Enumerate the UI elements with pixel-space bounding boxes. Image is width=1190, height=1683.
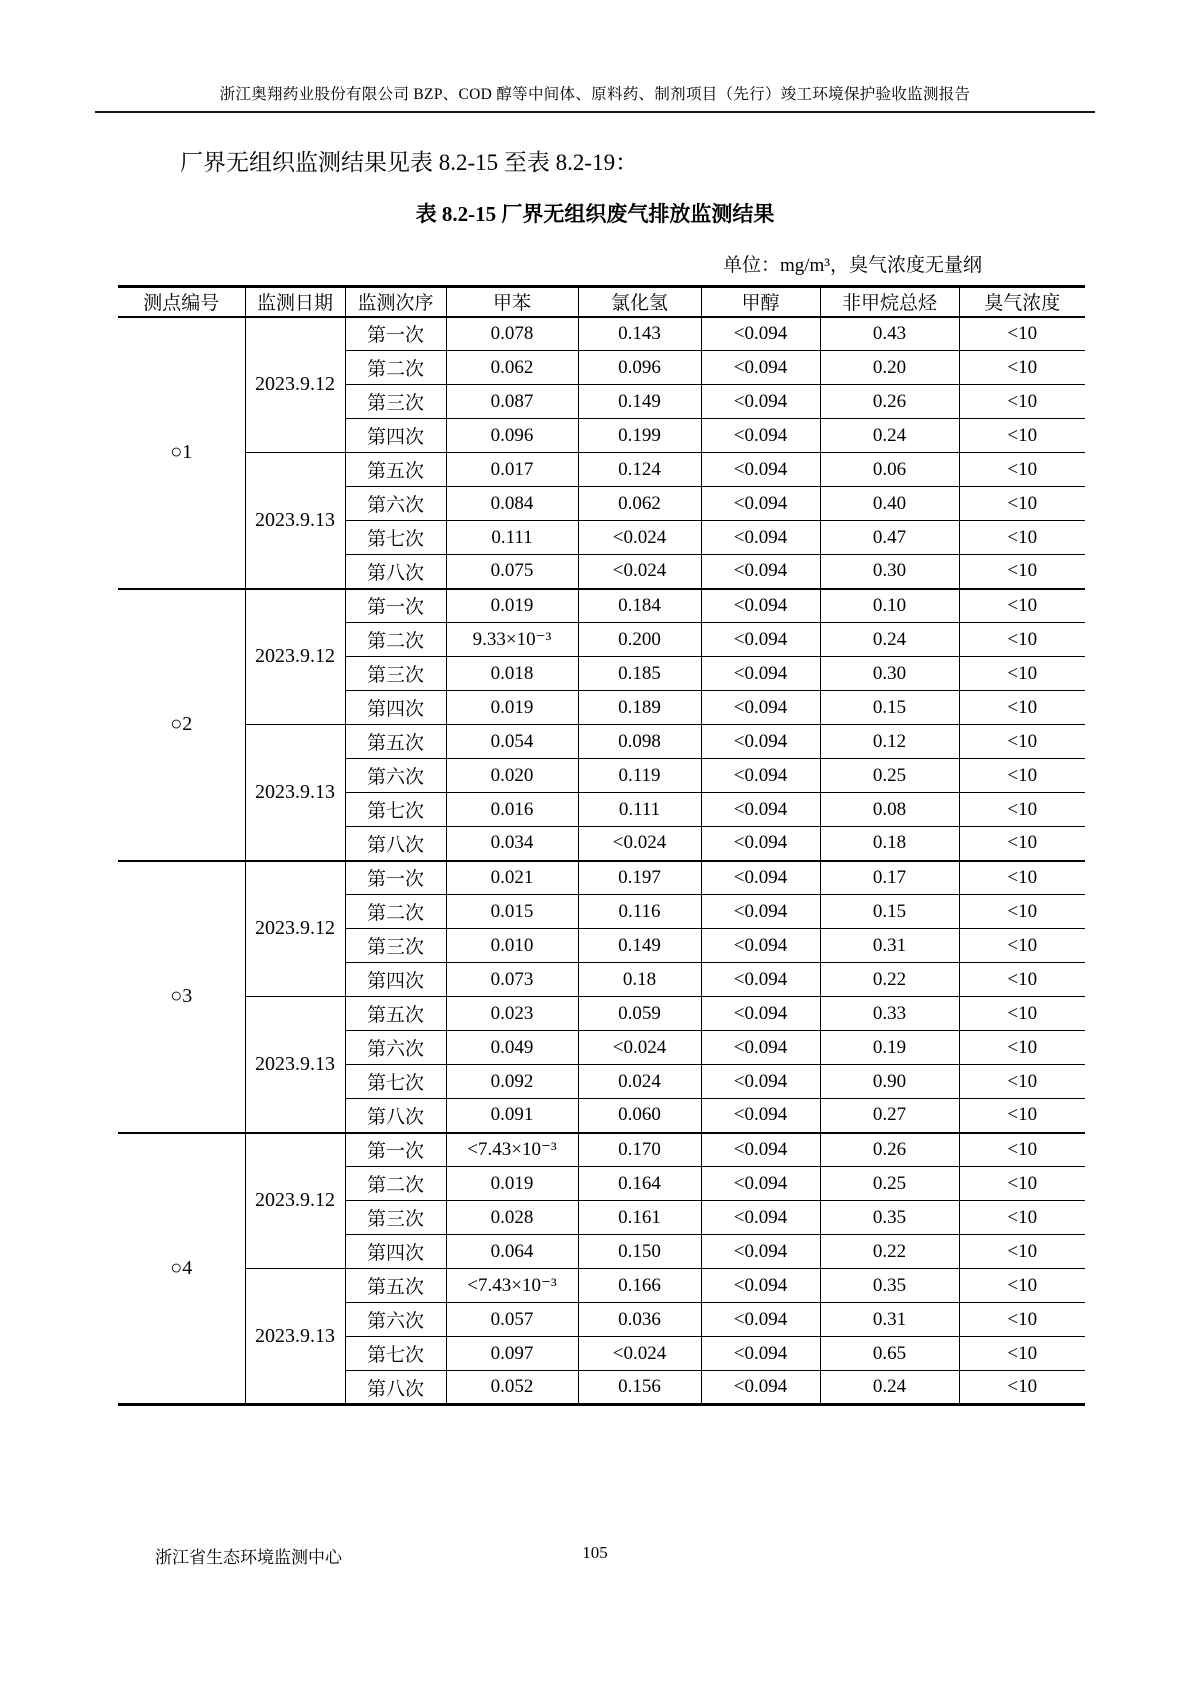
value-cell: 0.200 [578,623,701,657]
value-cell: <10 [959,623,1085,657]
value-cell: 0.161 [578,1201,701,1235]
footer-organization: 浙江省生态环境监测中心 [155,1548,342,1567]
value-cell: <10 [959,1167,1085,1201]
value-cell: <0.094 [701,827,820,861]
value-cell: <0.094 [701,351,820,385]
order-cell: 第七次 [345,1065,446,1099]
table-header [118,287,1085,317]
value-cell: <7.43×10⁻³ [446,1133,578,1167]
value-cell: 0.052 [446,1371,578,1405]
value-cell: <0.094 [701,555,820,589]
value-cell: <10 [959,1133,1085,1167]
value-cell: 9.33×10⁻³ [446,623,578,657]
order-cell: 第一次 [345,861,446,895]
value-cell: 0.064 [446,1235,578,1269]
column-header: 非甲烷总烃 [820,287,959,317]
value-cell: <10 [959,759,1085,793]
value-cell: <10 [959,963,1085,997]
order-cell: 第六次 [345,487,446,521]
value-cell: 0.018 [446,657,578,691]
order-cell: 第一次 [345,589,446,623]
value-cell: 0.023 [446,997,578,1031]
value-cell: <10 [959,419,1085,453]
value-cell: 0.092 [446,1065,578,1099]
value-cell: <0.094 [701,725,820,759]
date-cell: 2023.9.12 [245,589,345,725]
value-cell: <0.094 [701,1065,820,1099]
value-cell: 0.049 [446,1031,578,1065]
value-cell: 0.19 [820,1031,959,1065]
value-cell: 0.24 [820,419,959,453]
value-cell: <0.094 [701,793,820,827]
page-number: 105 [582,1543,608,1562]
value-cell: <10 [959,725,1085,759]
value-cell: 0.036 [578,1303,701,1337]
table-row [118,1269,1085,1303]
value-cell: 0.034 [446,827,578,861]
value-cell: 0.184 [578,589,701,623]
column-header: 甲苯 [446,287,578,317]
value-cell: 0.30 [820,657,959,691]
value-cell: 0.08 [820,793,959,827]
value-cell: 0.020 [446,759,578,793]
date-cell: 2023.9.12 [245,317,345,453]
value-cell: 0.024 [578,1065,701,1099]
order-cell: 第三次 [345,929,446,963]
value-cell: 0.24 [820,623,959,657]
value-cell: <0.094 [701,929,820,963]
value-cell: 0.35 [820,1269,959,1303]
value-cell: <10 [959,521,1085,555]
order-cell: 第二次 [345,1167,446,1201]
value-cell: <0.024 [578,521,701,555]
order-cell: 第二次 [345,351,446,385]
value-cell: 0.149 [578,385,701,419]
value-cell: 0.116 [578,895,701,929]
value-cell: 0.019 [446,1167,578,1201]
value-cell: 0.22 [820,1235,959,1269]
date-cell: 2023.9.13 [245,725,345,861]
order-cell: 第六次 [345,759,446,793]
value-cell: <10 [959,1235,1085,1269]
value-cell: <0.024 [578,555,701,589]
value-cell: <0.094 [701,453,820,487]
order-cell: 第八次 [345,1371,446,1405]
value-cell: <0.094 [701,1303,820,1337]
value-cell: 0.17 [820,861,959,895]
value-cell: <0.094 [701,521,820,555]
value-cell: 0.24 [820,1371,959,1405]
value-cell: <0.094 [701,623,820,657]
monitoring-table [118,285,1085,1406]
value-cell: 0.059 [578,997,701,1031]
order-cell: 第七次 [345,793,446,827]
order-cell: 第四次 [345,963,446,997]
value-cell: <0.094 [701,657,820,691]
order-cell: 第四次 [345,1235,446,1269]
value-cell: 0.150 [578,1235,701,1269]
value-cell: <10 [959,1201,1085,1235]
value-cell: 0.010 [446,929,578,963]
value-cell: 0.26 [820,1133,959,1167]
column-header: 臭气浓度 [959,287,1085,317]
value-cell: <0.024 [578,1031,701,1065]
unit-note: 单位：mg/m³，臭气浓度无量纲 [722,255,982,276]
order-cell: 第二次 [345,623,446,657]
value-cell: <10 [959,1371,1085,1405]
order-cell: 第三次 [345,385,446,419]
value-cell: <10 [959,385,1085,419]
value-cell: 0.47 [820,521,959,555]
value-cell: <10 [959,793,1085,827]
date-cell: 2023.9.13 [245,453,345,589]
value-cell: 0.062 [446,351,578,385]
order-cell: 第六次 [345,1031,446,1065]
value-cell: 0.197 [578,861,701,895]
value-cell: 0.015 [446,895,578,929]
value-cell: <10 [959,1269,1085,1303]
order-cell: 第五次 [345,1269,446,1303]
value-cell: <0.094 [701,1337,820,1371]
value-cell: 0.40 [820,487,959,521]
table-row [118,589,1085,623]
value-cell: <10 [959,657,1085,691]
value-cell: <0.094 [701,487,820,521]
date-cell: 2023.9.12 [245,1133,345,1269]
order-cell: 第三次 [345,657,446,691]
value-cell: 0.43 [820,317,959,351]
table-row [118,453,1085,487]
value-cell: <0.094 [701,1201,820,1235]
value-cell: 0.084 [446,487,578,521]
value-cell: <0.094 [701,1371,820,1405]
page-header: 浙江奥翔药业股份有限公司 BZP、COD 醇等中间体、原料药、制剂项目（先行）竣工环境保护验收监测报告 [95,82,1095,113]
value-cell: <10 [959,861,1085,895]
value-cell: <10 [959,453,1085,487]
date-cell: 2023.9.13 [245,1269,345,1405]
table-row [118,861,1085,895]
value-cell: <0.094 [701,1269,820,1303]
value-cell: <0.024 [578,1337,701,1371]
value-cell: <10 [959,997,1085,1031]
point-cell: ○4 [118,1133,245,1405]
value-cell: 0.25 [820,1167,959,1201]
value-cell: <10 [959,691,1085,725]
value-cell: 0.189 [578,691,701,725]
value-cell: 0.062 [578,487,701,521]
column-header: 监测日期 [245,287,345,317]
value-cell: <0.094 [701,963,820,997]
value-cell: 0.30 [820,555,959,589]
value-cell: <0.094 [701,895,820,929]
value-cell: 0.06 [820,453,959,487]
table-section [118,861,1085,1133]
value-cell: 0.12 [820,725,959,759]
value-cell: <0.094 [701,1133,820,1167]
value-cell: 0.26 [820,385,959,419]
value-cell: 0.33 [820,997,959,1031]
value-cell: 0.90 [820,1065,959,1099]
value-cell: <10 [959,1337,1085,1371]
value-cell: <10 [959,1065,1085,1099]
value-cell: 0.087 [446,385,578,419]
value-cell: 0.166 [578,1269,701,1303]
value-cell: 0.143 [578,317,701,351]
order-cell: 第四次 [345,419,446,453]
order-cell: 第七次 [345,521,446,555]
value-cell: 0.060 [578,1099,701,1133]
order-cell: 第一次 [345,317,446,351]
column-header: 氯化氢 [578,287,701,317]
value-cell: 0.075 [446,555,578,589]
table-row [118,997,1085,1031]
value-cell: <10 [959,895,1085,929]
point-cell: ○1 [118,317,245,589]
value-cell: 0.149 [578,929,701,963]
value-cell: 0.18 [820,827,959,861]
value-cell: 0.31 [820,1303,959,1337]
point-cell: ○2 [118,589,245,861]
value-cell: 0.164 [578,1167,701,1201]
table-row [118,1133,1085,1167]
value-cell: 0.20 [820,351,959,385]
value-cell: 0.25 [820,759,959,793]
value-cell: 0.054 [446,725,578,759]
value-cell: 0.27 [820,1099,959,1133]
value-cell: 0.096 [446,419,578,453]
point-cell: ○3 [118,861,245,1133]
value-cell: 0.199 [578,419,701,453]
value-cell: 0.016 [446,793,578,827]
value-cell: <0.094 [701,385,820,419]
value-cell: <10 [959,1099,1085,1133]
value-cell: <0.094 [701,997,820,1031]
value-cell: <0.094 [701,419,820,453]
order-cell: 第五次 [345,997,446,1031]
value-cell: 0.65 [820,1337,959,1371]
value-cell: 0.111 [446,521,578,555]
value-cell: <10 [959,589,1085,623]
value-cell: <0.094 [701,1235,820,1269]
value-cell: 0.10 [820,589,959,623]
value-cell: 0.098 [578,725,701,759]
value-cell: 0.22 [820,963,959,997]
value-cell: 0.019 [446,691,578,725]
value-cell: 0.15 [820,691,959,725]
value-cell: 0.017 [446,453,578,487]
order-cell: 第五次 [345,453,446,487]
value-cell: 0.35 [820,1201,959,1235]
value-cell: <0.094 [701,1099,820,1133]
date-cell: 2023.9.12 [245,861,345,997]
value-cell: <0.094 [701,1167,820,1201]
value-cell: 0.124 [578,453,701,487]
table-section [118,317,1085,589]
value-cell: <0.094 [701,861,820,895]
value-cell: <0.024 [578,827,701,861]
order-cell: 第一次 [345,1133,446,1167]
value-cell: 0.31 [820,929,959,963]
value-cell: 0.119 [578,759,701,793]
value-cell: 0.170 [578,1133,701,1167]
table-section [118,589,1085,861]
value-cell: 0.096 [578,351,701,385]
table-row [118,725,1085,759]
value-cell: 0.019 [446,589,578,623]
value-cell: <10 [959,555,1085,589]
order-cell: 第六次 [345,1303,446,1337]
table-section [118,1133,1085,1405]
column-header: 监测次序 [345,287,446,317]
value-cell: 0.028 [446,1201,578,1235]
column-header: 甲醇 [701,287,820,317]
value-cell: 0.156 [578,1371,701,1405]
value-cell: <10 [959,929,1085,963]
column-header: 测点编号 [118,287,245,317]
value-cell: 0.057 [446,1303,578,1337]
value-cell: <0.094 [701,1031,820,1065]
value-cell: 0.078 [446,317,578,351]
value-cell: 0.15 [820,895,959,929]
value-cell: 0.091 [446,1099,578,1133]
value-cell: <10 [959,317,1085,351]
value-cell: <10 [959,487,1085,521]
value-cell: <0.094 [701,589,820,623]
value-cell: 0.185 [578,657,701,691]
intro-text: 厂界无组织监测结果见表 8.2-15 至表 8.2-19： [180,150,639,175]
value-cell: <10 [959,1303,1085,1337]
order-cell: 第四次 [345,691,446,725]
order-cell: 第七次 [345,1337,446,1371]
value-cell: 0.073 [446,963,578,997]
value-cell: <10 [959,351,1085,385]
table-row [118,317,1085,351]
date-cell: 2023.9.13 [245,997,345,1133]
order-cell: 第八次 [345,555,446,589]
value-cell: <10 [959,1031,1085,1065]
value-cell: <10 [959,827,1085,861]
value-cell: <0.094 [701,317,820,351]
value-cell: 0.18 [578,963,701,997]
table-caption: 表 8.2-15 厂界无组织废气排放监测结果 [415,202,775,226]
value-cell: 0.111 [578,793,701,827]
value-cell: <7.43×10⁻³ [446,1269,578,1303]
order-cell: 第五次 [345,725,446,759]
order-cell: 第八次 [345,827,446,861]
order-cell: 第三次 [345,1201,446,1235]
value-cell: 0.021 [446,861,578,895]
order-cell: 第八次 [345,1099,446,1133]
value-cell: 0.097 [446,1337,578,1371]
order-cell: 第二次 [345,895,446,929]
value-cell: <0.094 [701,759,820,793]
value-cell: <0.094 [701,691,820,725]
